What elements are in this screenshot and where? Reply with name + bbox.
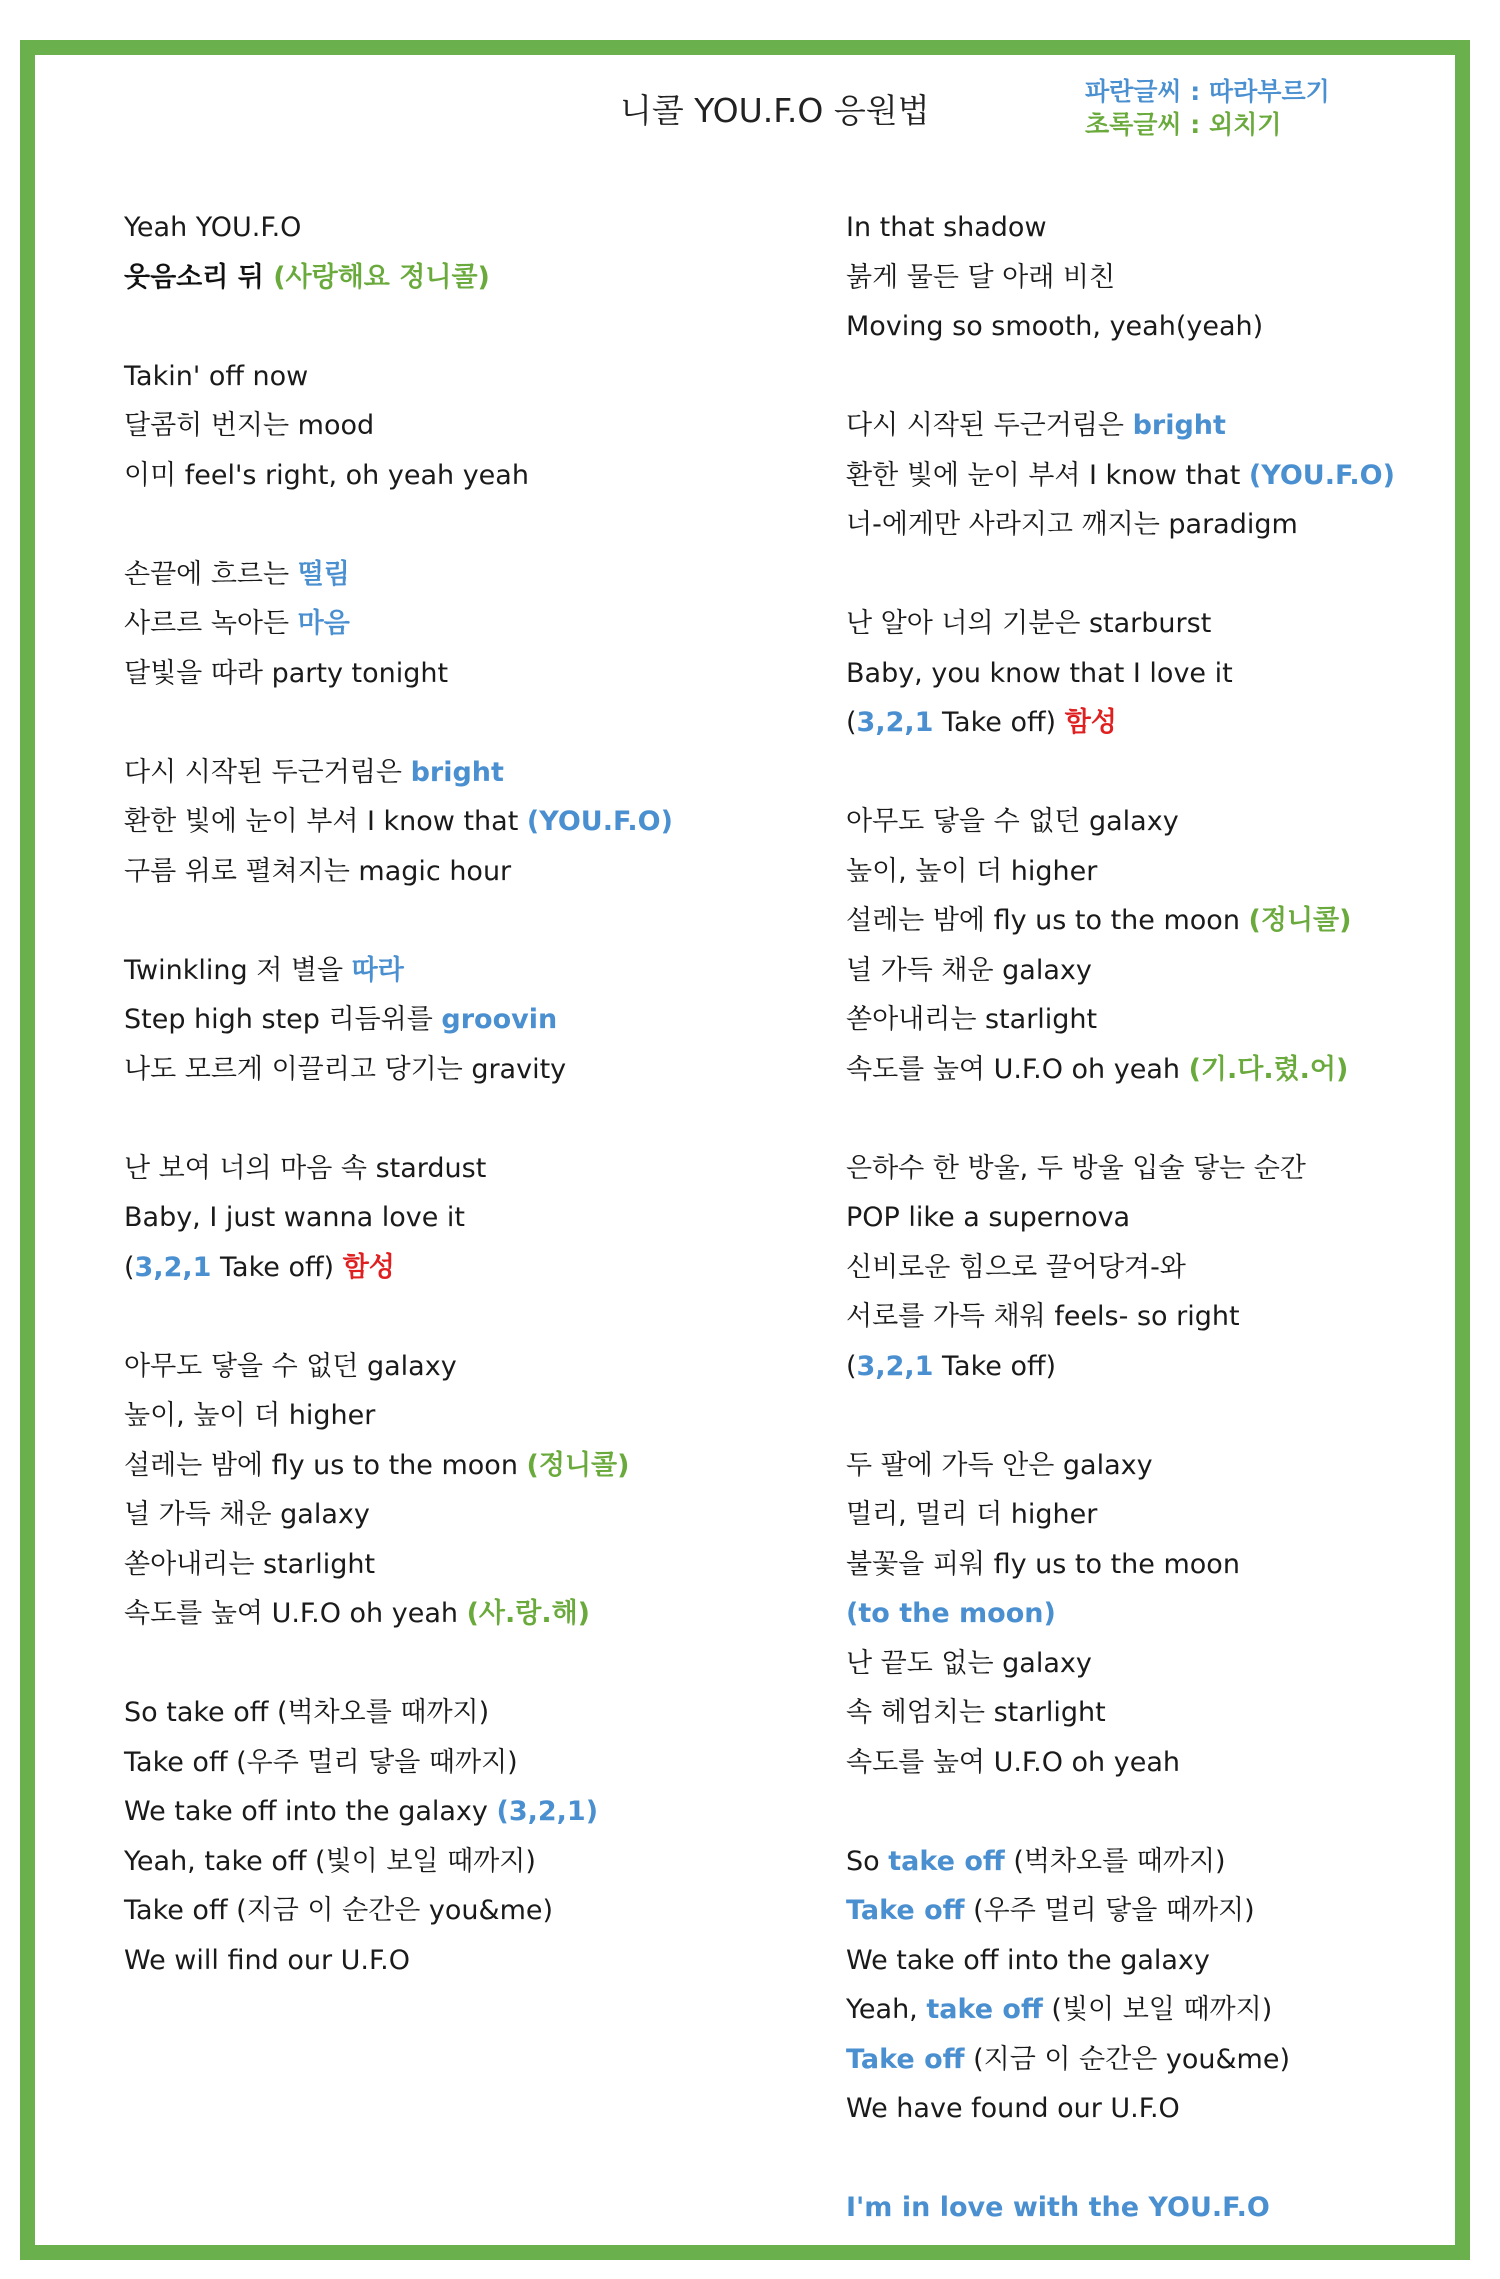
- lyric-segment: 신비로운 힘으로 끌어당겨-와: [846, 1251, 1186, 1283]
- stanza-gap: [124, 896, 764, 946]
- lyric-segment: Take off: [846, 2043, 965, 2075]
- lyric-segment: (3,2,1): [496, 1796, 599, 1827]
- lyric-line: [124, 599, 764, 649]
- lyric-segment: (기.다.렸.어): [1188, 1053, 1349, 1085]
- lyric-line: [846, 797, 1486, 847]
- lyric-line: [846, 1738, 1486, 1788]
- lyric-line: [846, 2183, 1486, 2233]
- lyric-line: [124, 1589, 764, 1639]
- lyric-segment: 서로를 가득 채워 feels- so right: [846, 1301, 1240, 1332]
- lyric-segment: 널 가득 채운 galaxy: [846, 954, 1092, 986]
- lyric-segment: Take off (우주 멀리 닿을 때까지): [124, 1746, 518, 1778]
- lyric-segment: 난 알아 너의 기분은 starburst: [846, 608, 1212, 639]
- stanza-gap: [846, 1391, 1486, 1441]
- color-legend: [1085, 75, 1330, 141]
- lyric-segment: 멀리, 멀리 더 higher: [846, 1499, 1098, 1530]
- lyric-segment: 속도를 높여 U.F.O oh yeah: [846, 1053, 1189, 1085]
- lyric-line: [124, 1936, 764, 1986]
- lyric-segment: We have found our U.F.O: [846, 2093, 1180, 2124]
- lyric-line: [124, 1787, 764, 1837]
- lyric-segment: (사.랑.해): [466, 1598, 591, 1629]
- lyric-line: [846, 1886, 1486, 1936]
- lyric-line: [846, 1688, 1486, 1738]
- lyric-segment: 쏟아내리는 starlight: [846, 1004, 1098, 1035]
- lyric-line: [124, 1837, 764, 1887]
- lyric-line: [124, 1490, 764, 1540]
- lyric-segment: 사르르 녹아든: [124, 608, 298, 639]
- stanza-gap: [846, 1094, 1486, 1144]
- lyric-segment: 설레는 밤에 fly us to the moon: [846, 905, 1249, 936]
- legend-blue: 파란글씨 : 따라부르기: [1085, 77, 1330, 106]
- lyric-segment: 불꽃을 피워 fly us to the moon: [846, 1548, 1240, 1580]
- lyric-line: [846, 451, 1486, 501]
- lyric-line: [124, 203, 764, 253]
- lyric-line: [124, 352, 764, 402]
- lyric-segment: 달빛을 따라 party tonight: [124, 657, 449, 689]
- lyric-segment: 함성: [1064, 707, 1117, 738]
- lyric-segment: 속도를 높여 U.F.O oh yeah: [124, 1598, 467, 1629]
- lyric-segment: (정니콜): [526, 1449, 630, 1481]
- lyric-segment: Take off): [211, 1251, 343, 1283]
- lyric-line: [846, 1342, 1486, 1392]
- lyric-segment: 널 가득 채운 galaxy: [124, 1499, 370, 1530]
- lyric-segment: In that shadow: [846, 212, 1047, 243]
- lyric-segment: We will find our U.F.O: [124, 1944, 411, 1976]
- lyric-line: [846, 1045, 1486, 1095]
- lyric-line: [124, 1391, 764, 1441]
- lyric-segment: (우주 멀리 닿을 때까지): [964, 1895, 1255, 1926]
- lyric-segment: (YOU.F.O): [1248, 459, 1395, 491]
- lyric-line: [846, 1837, 1486, 1887]
- lyric-segment: (빛이 보일 때까지): [1042, 1994, 1273, 2025]
- lyric-line: [846, 1292, 1486, 1342]
- lyric-segment: Takin' off now: [124, 360, 309, 392]
- lyric-line: [124, 847, 764, 897]
- stanza-gap: [124, 500, 764, 550]
- lyric-line: [846, 896, 1486, 946]
- lyric-line: [124, 253, 764, 303]
- lyrics-left-column: [124, 203, 764, 1985]
- lyric-segment: (사랑해요 정니콜): [273, 261, 490, 293]
- lyric-line: [124, 1193, 764, 1243]
- lyric-segment: Baby, you know that I love it: [846, 657, 1233, 689]
- lyric-line: [124, 1738, 764, 1788]
- lyric-line: [846, 946, 1486, 996]
- lyric-line: [124, 995, 764, 1045]
- stanza-gap: [124, 1094, 764, 1144]
- lyric-segment: 환한 빛에 눈이 부셔 I know that: [124, 806, 527, 837]
- lyric-segment: 높이, 높이 더 higher: [846, 855, 1098, 887]
- lyric-line: [124, 401, 764, 451]
- lyric-segment: (: [124, 1251, 135, 1283]
- lyric-segment: 3,2,1: [856, 1350, 934, 1382]
- lyric-segment: 웃음소리 뒤: [124, 261, 274, 293]
- lyric-segment: 함성: [342, 1251, 395, 1283]
- lyric-line: [846, 599, 1486, 649]
- lyric-segment: 나도 모르게 이끌리고 당기는 gravity: [124, 1053, 567, 1085]
- lyric-segment: groovin: [441, 1004, 558, 1035]
- lyric-line: [846, 1193, 1486, 1243]
- stanza-gap: [846, 352, 1486, 402]
- lyric-line: [846, 253, 1486, 303]
- lyric-segment: Yeah YOU.F.O: [124, 212, 302, 243]
- lyric-segment: 3,2,1: [856, 707, 934, 738]
- lyric-line: [846, 649, 1486, 699]
- lyric-segment: (지금 이 순간은 you&me): [964, 2043, 1290, 2075]
- lyric-segment: 달콤히 번지는 mood: [124, 410, 375, 441]
- lyric-segment: Take off: [846, 1895, 965, 1926]
- lyric-line: [846, 1985, 1486, 2035]
- lyric-line: [846, 1490, 1486, 1540]
- lyric-segment: 높이, 높이 더 higher: [124, 1400, 376, 1431]
- lyric-segment: 3,2,1: [134, 1251, 212, 1283]
- lyric-line: [846, 1639, 1486, 1689]
- lyric-segment: We take off into the galaxy: [846, 1944, 1210, 1976]
- lyric-segment: bright: [1132, 410, 1226, 441]
- lyric-segment: Yeah, take off (빛이 보일 때까지): [124, 1845, 536, 1877]
- lyric-segment: 아무도 닿을 수 없던 galaxy: [846, 806, 1179, 837]
- stanza-gap: [124, 1639, 764, 1689]
- lyric-segment: 너-에게만 사라지고 깨지는 paradigm: [846, 509, 1298, 540]
- lyric-segment: 난 끝도 없는 galaxy: [846, 1647, 1092, 1679]
- stanza-gap: [124, 302, 764, 352]
- lyric-segment: 설레는 밤에 fly us to the moon: [124, 1449, 527, 1481]
- lyric-segment: 속 헤엄치는 starlight: [846, 1697, 1106, 1728]
- lyric-line: [846, 1441, 1486, 1491]
- lyric-line: [846, 1589, 1486, 1639]
- stanza-gap: [124, 698, 764, 748]
- stanza-gap: [846, 550, 1486, 600]
- lyric-segment: (YOU.F.O): [526, 806, 673, 837]
- lyric-segment: 두 팔에 가득 안은 galaxy: [846, 1449, 1153, 1481]
- lyrics-right-column: [846, 203, 1486, 2233]
- lyric-segment: Baby, I just wanna love it: [124, 1202, 466, 1233]
- lyric-segment: We take off into the galaxy: [124, 1796, 497, 1827]
- lyric-segment: (: [846, 707, 857, 738]
- page-title: 니콜 YOU.F.O 응원법: [620, 91, 930, 130]
- lyric-line: [124, 1144, 764, 1194]
- lyric-segment: 다시 시작된 두근거림은: [124, 756, 411, 788]
- lyric-segment: 난 보여 너의 마음 속 stardust: [124, 1152, 487, 1184]
- lyric-line: [846, 302, 1486, 352]
- lyric-line: [846, 1936, 1486, 1986]
- lyric-line: [124, 649, 764, 699]
- lyric-line: [124, 1886, 764, 1936]
- lyric-line: [846, 2035, 1486, 2085]
- stanza-gap: [846, 2134, 1486, 2184]
- lyric-line: [124, 1441, 764, 1491]
- lyric-segment: 은하수 한 방울, 두 방울 입술 닿는 순간: [846, 1152, 1306, 1184]
- legend-green: 초록글씨 : 외치기: [1085, 110, 1282, 139]
- lyric-segment: 따라: [351, 954, 404, 986]
- lyric-segment: So: [846, 1845, 889, 1877]
- lyric-segment: 아무도 닿을 수 없던 galaxy: [124, 1350, 457, 1382]
- lyric-segment: Yeah,: [846, 1994, 927, 2025]
- lyric-segment: 손끝에 흐르는: [124, 558, 298, 590]
- lyric-line: [124, 1045, 764, 1095]
- lyric-segment: bright: [410, 756, 504, 788]
- lyric-segment: Take off (지금 이 순간은 you&me): [124, 1895, 554, 1926]
- lyric-line: [124, 550, 764, 600]
- lyric-segment: 속도를 높여 U.F.O oh yeah: [846, 1746, 1180, 1778]
- lyric-line: [846, 500, 1486, 550]
- lyric-line: [846, 698, 1486, 748]
- lyric-segment: Twinkling 저 별을: [124, 954, 352, 986]
- lyric-segment: Step high step 리듬위를: [124, 1004, 442, 1035]
- lyric-line: [124, 797, 764, 847]
- lyric-segment: (: [846, 1350, 857, 1382]
- lyric-line: [846, 1540, 1486, 1590]
- lyric-line: [846, 2084, 1486, 2134]
- lyric-segment: 이미 feel's right, oh yeah yeah: [124, 459, 529, 491]
- lyric-segment: 구름 위로 펼쳐지는 magic hour: [124, 855, 512, 887]
- stanza-gap: [124, 1292, 764, 1342]
- lyric-segment: 다시 시작된 두근거림은: [846, 410, 1133, 441]
- lyric-segment: take off: [926, 1994, 1043, 2025]
- lyric-segment: POP like a supernova: [846, 1202, 1131, 1233]
- lyric-segment: I'm in love with the YOU.F.O: [846, 2192, 1270, 2223]
- lyric-line: [124, 946, 764, 996]
- stanza-gap: [846, 748, 1486, 798]
- stanza-gap: [846, 1787, 1486, 1837]
- lyric-line: [124, 748, 764, 798]
- lyric-segment: (to the moon): [846, 1598, 1056, 1629]
- lyric-segment: (벅차오를 때까지): [1004, 1845, 1226, 1877]
- lyric-line: [124, 1688, 764, 1738]
- lyric-line: [124, 451, 764, 501]
- lyric-line: [124, 1540, 764, 1590]
- lyric-line: [846, 995, 1486, 1045]
- lyric-line: [846, 401, 1486, 451]
- lyric-line: [846, 1243, 1486, 1293]
- lyric-segment: 마음: [297, 608, 350, 639]
- lyric-segment: 쏟아내리는 starlight: [124, 1548, 376, 1580]
- lyric-segment: Moving so smooth, yeah(yeah): [846, 311, 1264, 342]
- lyric-segment: 붉게 물든 달 아래 비친: [846, 261, 1116, 293]
- lyric-segment: Take off): [933, 707, 1065, 738]
- lyric-segment: (정니콜): [1248, 905, 1352, 936]
- lyric-segment: Take off): [933, 1350, 1057, 1382]
- lyric-line: [124, 1342, 764, 1392]
- lyric-segment: 떨림: [297, 558, 350, 590]
- lyric-segment: take off: [888, 1845, 1005, 1877]
- lyric-line: [124, 1243, 764, 1293]
- lyric-segment: So take off (벅차오를 때까지): [124, 1697, 490, 1728]
- lyric-line: [846, 203, 1486, 253]
- lyric-line: [846, 847, 1486, 897]
- lyric-line: [846, 1144, 1486, 1194]
- lyric-segment: 환한 빛에 눈이 부셔 I know that: [846, 459, 1249, 491]
